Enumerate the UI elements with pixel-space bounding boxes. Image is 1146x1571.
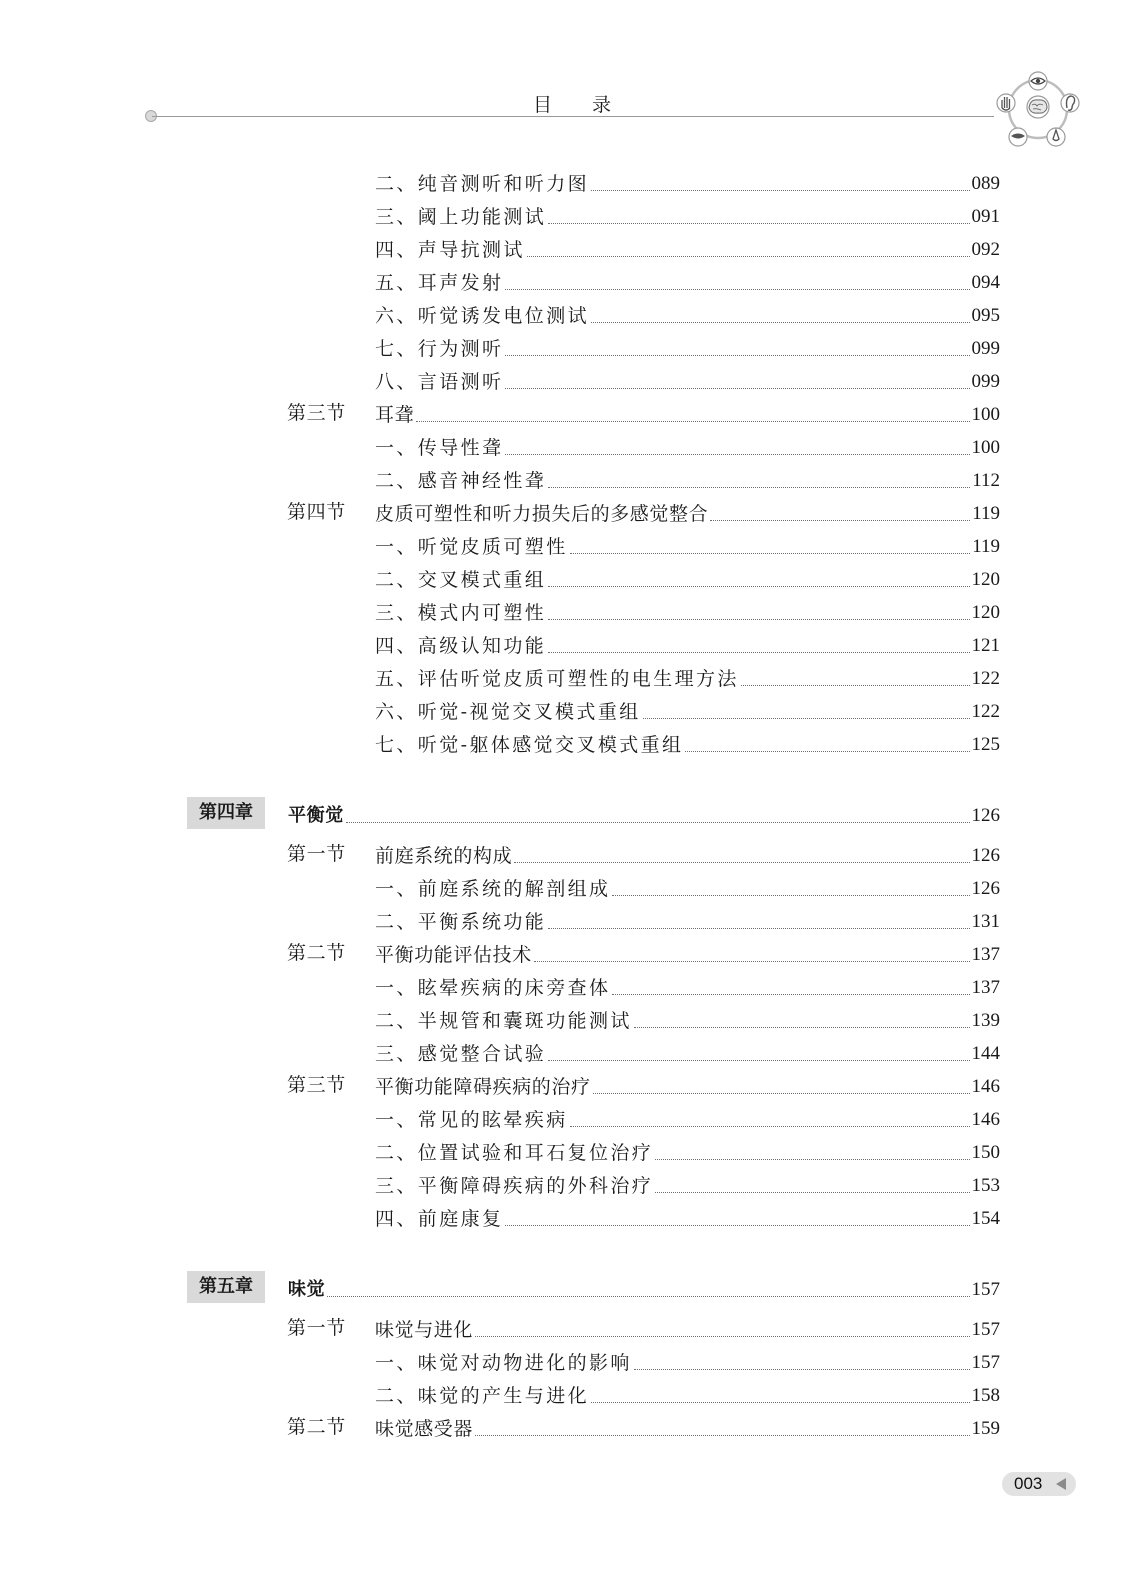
toc-item-entry[interactable] — [375, 1102, 1000, 1132]
toc-item-entry[interactable] — [375, 661, 1000, 691]
toc-entry-page: 099 — [971, 371, 1000, 392]
dot-leader — [548, 223, 969, 224]
toc-entry-title: 一、味觉对动物进化的影响 — [375, 1352, 632, 1374]
section-label: 第四节 — [287, 501, 346, 523]
toc-entry-title: 平衡功能障碍疾病的治疗 — [375, 1076, 591, 1098]
section-label: 第三节 — [287, 402, 346, 424]
section-label: 第二节 — [287, 1416, 346, 1438]
page-title-left: 目 — [532, 94, 554, 116]
dot-leader — [612, 994, 969, 995]
page-number: 003 — [1014, 1474, 1043, 1493]
dot-leader — [741, 685, 970, 686]
toc-section-entry[interactable] — [375, 496, 1000, 526]
dot-leader — [534, 961, 970, 962]
toc-entry-page: 100 — [971, 437, 1000, 458]
toc-entry-page: 100 — [971, 404, 1000, 425]
toc-item-entry[interactable] — [375, 199, 1000, 229]
brain-icon — [1027, 96, 1049, 118]
toc-entry-page: 157 — [971, 1279, 1000, 1300]
toc-item-entry[interactable] — [375, 595, 1000, 625]
toc-entry-page: 089 — [971, 173, 1000, 194]
dot-leader — [548, 619, 969, 620]
dot-leader — [548, 1060, 969, 1061]
toc-entry-title: 三、阈上功能测试 — [375, 206, 547, 228]
toc-entry-title: 七、听觉-躯体感觉交叉模式重组 — [375, 734, 684, 756]
dot-leader — [505, 388, 969, 389]
dot-leader — [612, 895, 969, 896]
dot-leader — [591, 190, 969, 191]
section-label: 第三节 — [287, 1074, 346, 1096]
toc-entry-page: 131 — [971, 911, 1000, 932]
toc-item-entry[interactable] — [375, 529, 1000, 559]
page-title-right: 录 — [592, 94, 614, 116]
toc-entry-title: 一、听觉皮质可塑性 — [375, 536, 568, 558]
dot-leader — [591, 1402, 969, 1403]
toc-entry-title: 二、半规管和囊斑功能测试 — [375, 1010, 632, 1032]
toc-entry-title: 一、传导性聋 — [375, 437, 504, 459]
toc-item-entry[interactable] — [375, 265, 1000, 295]
toc-entry-page: 146 — [971, 1109, 1000, 1130]
toc-entry-page: 112 — [972, 470, 1000, 491]
section-label: 第二节 — [287, 942, 346, 964]
toc-entry-title: 三、模式内可塑性 — [375, 602, 547, 624]
toc-entry-title: 四、高级认知功能 — [375, 635, 547, 657]
dot-leader — [591, 322, 969, 323]
dot-leader — [505, 355, 969, 356]
dot-leader — [548, 652, 969, 653]
toc-entry-page: 122 — [971, 701, 1000, 722]
dot-leader — [548, 586, 969, 587]
chapter-label: 第四章 — [187, 797, 265, 829]
toc-item-entry[interactable] — [375, 364, 1000, 394]
chapter-label: 第五章 — [187, 1271, 265, 1303]
toc-entry-title: 二、交叉模式重组 — [375, 569, 547, 591]
toc-entry-page: 158 — [971, 1385, 1000, 1406]
toc-section-entry[interactable] — [375, 937, 1000, 967]
toc-entry-page: 153 — [971, 1175, 1000, 1196]
dot-leader — [634, 1369, 970, 1370]
header-rule — [152, 116, 994, 117]
toc-entry-page: 121 — [971, 635, 1000, 656]
toc-entry-page: 157 — [971, 1352, 1000, 1373]
toc-entry-page: 126 — [971, 845, 1000, 866]
toc-entry-page: 146 — [971, 1076, 1000, 1097]
toc-entry-title: 七、行为测听 — [375, 338, 504, 360]
toc-entry-page: 126 — [971, 878, 1000, 899]
toc-item-entry[interactable] — [375, 628, 1000, 658]
dot-leader — [548, 928, 969, 929]
toc-entry-page: 122 — [971, 668, 1000, 689]
dot-leader — [475, 1435, 969, 1436]
toc-entry-page: 094 — [971, 272, 1000, 293]
toc-entry-title: 耳聋 — [375, 404, 415, 426]
nose-icon — [1047, 128, 1065, 146]
toc-item-entry[interactable] — [375, 1135, 1000, 1165]
toc-section-entry[interactable] — [375, 1312, 1000, 1342]
toc-item-entry[interactable] — [375, 1378, 1000, 1408]
toc-entry-page: 144 — [971, 1043, 1000, 1064]
toc-entry-page: 120 — [971, 602, 1000, 623]
dot-leader — [655, 1159, 969, 1160]
toc-entry-title: 一、眩晕疾病的床旁查体 — [375, 977, 611, 999]
toc-item-entry[interactable] — [375, 298, 1000, 328]
page-title — [0, 90, 1146, 117]
toc-section-entry[interactable] — [375, 1069, 1000, 1099]
toc-entry-title: 一、常见的眩晕疾病 — [375, 1109, 568, 1131]
dot-leader — [710, 520, 970, 521]
toc-section-entry[interactable] — [375, 397, 1000, 427]
dot-leader — [570, 553, 971, 554]
toc-entry-title: 二、味觉的产生与进化 — [375, 1385, 590, 1407]
toc-entry-title: 三、感觉整合试验 — [375, 1043, 547, 1065]
toc-entry-title: 味觉与进化 — [375, 1319, 474, 1341]
toc-entry-title: 八、言语测听 — [375, 371, 504, 393]
toc-entry-title: 五、耳声发射 — [375, 272, 504, 294]
toc-chapter-entry[interactable] — [288, 1272, 1000, 1302]
toc-entry-title: 六、听觉-视觉交叉模式重组 — [375, 701, 641, 723]
toc-item-entry[interactable] — [375, 727, 1000, 757]
dot-leader — [548, 487, 970, 488]
dot-leader — [475, 1336, 969, 1337]
toc-entry-page: 159 — [971, 1418, 1000, 1439]
toc-entry-page: 099 — [971, 338, 1000, 359]
hand-icon — [997, 94, 1015, 112]
toc-section-entry[interactable] — [375, 1411, 1000, 1441]
toc-item-entry[interactable] — [375, 694, 1000, 724]
toc-section-entry[interactable] — [375, 838, 1000, 868]
toc-entry-page: 119 — [972, 503, 1000, 524]
dot-leader — [685, 751, 969, 752]
dot-leader — [346, 822, 970, 823]
toc-entry-title: 味觉感受器 — [375, 1418, 474, 1440]
toc-entry-title: 平衡觉 — [288, 805, 344, 826]
ear-icon — [1061, 94, 1079, 112]
dot-leader — [416, 421, 969, 422]
toc-entry-title: 二、纯音测听和听力图 — [375, 173, 590, 195]
dot-leader — [505, 289, 969, 290]
dot-leader — [327, 1296, 969, 1297]
toc-entry-page: 154 — [971, 1208, 1000, 1229]
toc-entry-page: 095 — [971, 305, 1000, 326]
triangle-left-icon — [1056, 1478, 1066, 1490]
dot-leader — [570, 1126, 970, 1127]
toc-chapter-entry[interactable] — [288, 798, 1000, 828]
toc-item-entry[interactable] — [375, 904, 1000, 934]
tongue-icon — [1009, 128, 1027, 146]
toc-entry-page: 137 — [971, 977, 1000, 998]
section-label: 第一节 — [287, 843, 346, 865]
toc-entry-page: 120 — [971, 569, 1000, 590]
toc-entry-title: 五、评估听觉皮质可塑性的电生理方法 — [375, 668, 739, 690]
toc-entry-page: 092 — [971, 239, 1000, 260]
toc-entry-title: 三、平衡障碍疾病的外科治疗 — [375, 1175, 654, 1197]
toc-entry-title: 味觉 — [288, 1279, 326, 1300]
toc-item-entry[interactable] — [375, 1003, 1000, 1033]
dot-leader — [505, 1225, 969, 1226]
toc-item-entry[interactable] — [375, 562, 1000, 592]
toc-entry-page: 119 — [972, 536, 1000, 557]
dot-leader — [593, 1093, 970, 1094]
toc-entry-page: 091 — [971, 206, 1000, 227]
toc-entry-title: 六、听觉诱发电位测试 — [375, 305, 590, 327]
toc-entry-title: 一、前庭系统的解剖组成 — [375, 878, 611, 900]
eye-icon — [1029, 72, 1047, 90]
toc-item-entry[interactable] — [375, 1036, 1000, 1066]
toc-item-entry[interactable] — [375, 232, 1000, 262]
toc-entry-page: 137 — [971, 944, 1000, 965]
toc-item-entry[interactable] — [375, 1168, 1000, 1198]
toc-item-entry[interactable] — [375, 1201, 1000, 1231]
dot-leader — [634, 1027, 970, 1028]
dot-leader — [643, 718, 970, 719]
toc-entry-page: 139 — [971, 1010, 1000, 1031]
dot-leader — [655, 1192, 969, 1193]
toc-entry-page: 125 — [971, 734, 1000, 755]
toc-item-entry[interactable] — [375, 871, 1000, 901]
dot-leader — [527, 256, 970, 257]
toc-item-entry[interactable] — [375, 331, 1000, 361]
toc-entry-title: 二、位置试验和耳石复位治疗 — [375, 1142, 654, 1164]
toc-entry-title: 平衡功能评估技术 — [375, 944, 532, 966]
dot-leader — [514, 862, 969, 863]
toc-entry-title: 皮质可塑性和听力损失后的多感觉整合 — [375, 503, 709, 525]
toc-entry-title: 四、声导抗测试 — [375, 239, 525, 261]
senses-emblem — [992, 70, 1084, 152]
toc-entry-title: 前庭系统的构成 — [375, 845, 513, 867]
dot-leader — [505, 454, 969, 455]
toc-item-entry[interactable] — [375, 1345, 1000, 1375]
section-label: 第一节 — [287, 1317, 346, 1339]
toc-entry-page: 126 — [971, 805, 1000, 826]
toc-item-entry[interactable] — [375, 166, 1000, 196]
toc-entry-page: 157 — [971, 1319, 1000, 1340]
toc-item-entry[interactable] — [375, 430, 1000, 460]
page-number-badge — [1002, 1472, 1076, 1496]
toc-entry-page: 150 — [971, 1142, 1000, 1163]
toc-entry-title: 二、感音神经性聋 — [375, 470, 547, 492]
toc-entry-title: 二、平衡系统功能 — [375, 911, 547, 933]
toc-entry-title: 四、前庭康复 — [375, 1208, 504, 1230]
toc-item-entry[interactable] — [375, 970, 1000, 1000]
toc-item-entry[interactable] — [375, 463, 1000, 493]
